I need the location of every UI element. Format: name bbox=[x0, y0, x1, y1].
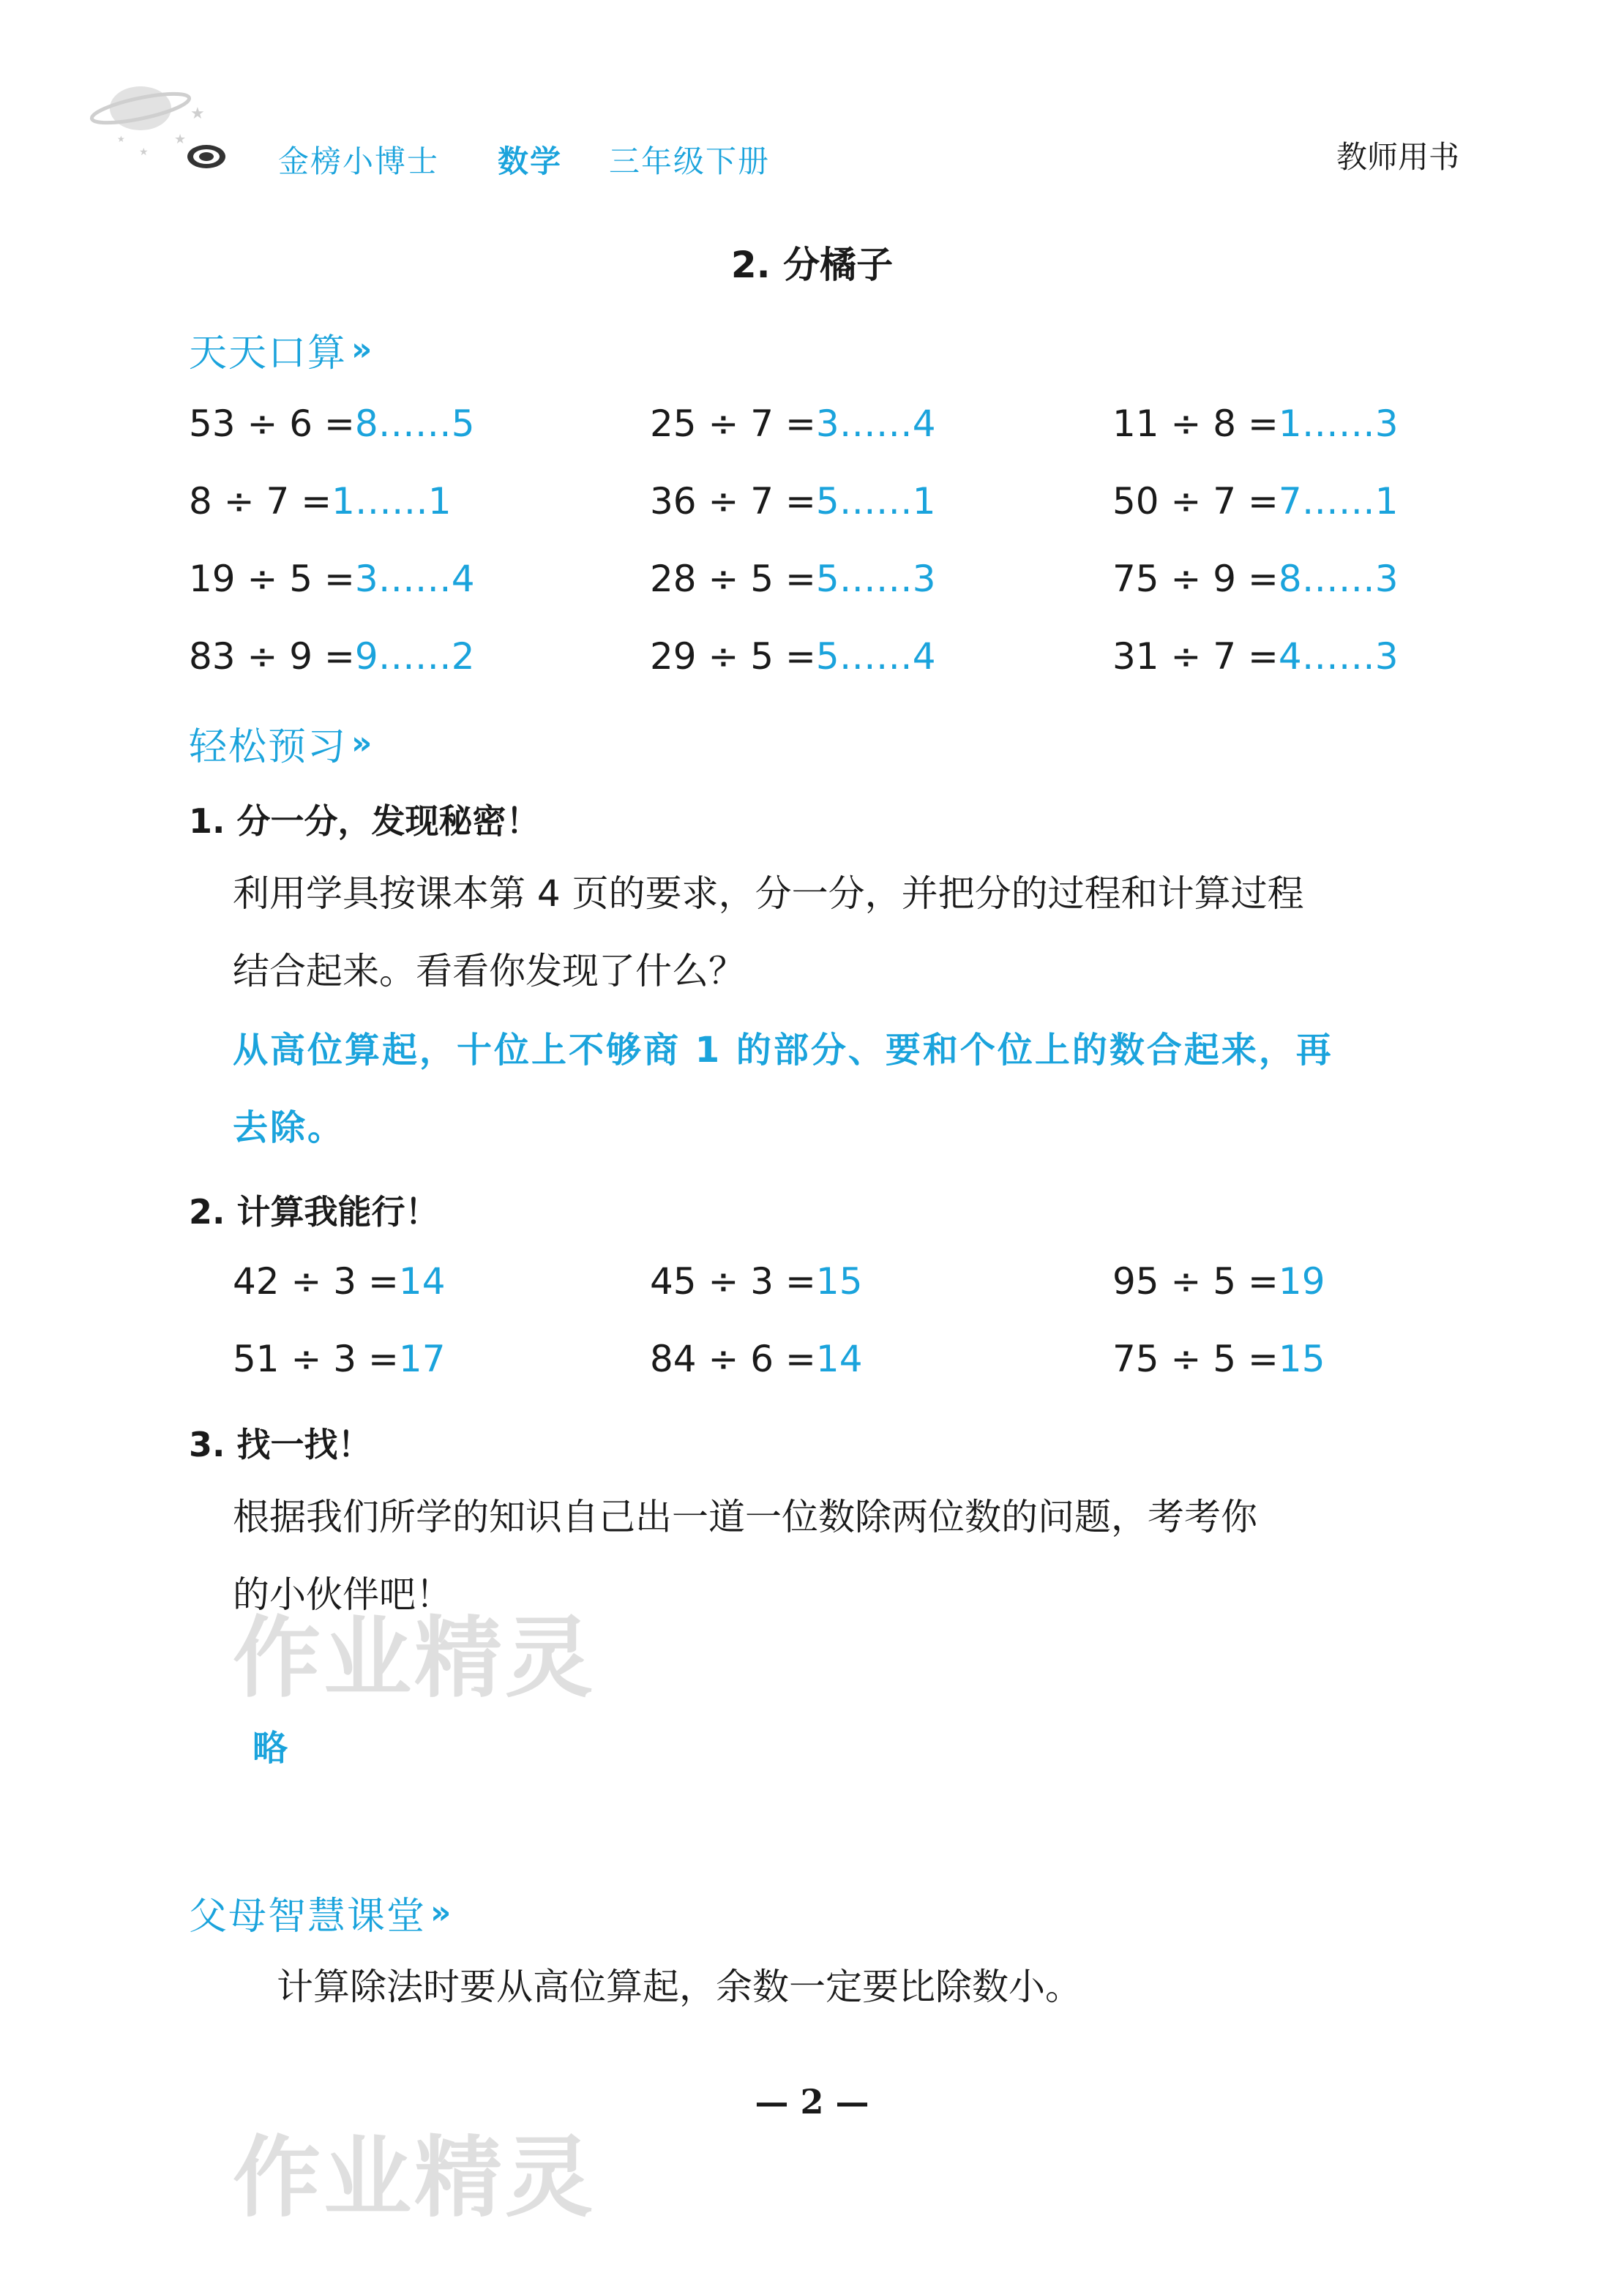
equation: 25 ÷ 7 =3……4 bbox=[650, 402, 936, 445]
equation: 28 ÷ 5 =5……3 bbox=[650, 558, 936, 600]
series-name: 金榜小博士 bbox=[278, 143, 440, 179]
equation: 75 ÷ 9 =8……3 bbox=[1112, 558, 1399, 600]
equation: 50 ÷ 7 =7……1 bbox=[1112, 480, 1399, 523]
subject-label: 数学 bbox=[498, 143, 563, 179]
page-number: — 2 — bbox=[755, 2082, 869, 2122]
section-mental-math bbox=[189, 322, 364, 377]
section-title: 天天口算 bbox=[189, 332, 348, 375]
section-parents bbox=[189, 1885, 444, 1940]
equation: 36 ÷ 7 =5……1 bbox=[650, 480, 936, 523]
equation: 51 ÷ 3 =17 bbox=[233, 1338, 446, 1380]
equation: 29 ÷ 5 =5……4 bbox=[650, 635, 936, 678]
question-1-heading: 1. 分一分，发现秘密！ bbox=[189, 801, 540, 841]
equation: 75 ÷ 5 =15 bbox=[1112, 1338, 1325, 1380]
question-3-text: 的小伙伴吧！ bbox=[233, 1573, 452, 1616]
svg-text:★: ★ bbox=[139, 146, 149, 158]
equation: 53 ÷ 6 =8……5 bbox=[189, 402, 475, 445]
equation: 11 ÷ 8 =1……3 bbox=[1112, 402, 1399, 445]
question-1-text: 利用学具按课本第 4 页的要求，分一分，并把分的过程和计算过程 bbox=[233, 872, 1304, 915]
planet-logo-icon bbox=[88, 73, 234, 176]
teacher-book-label: 教师用书 bbox=[1336, 139, 1459, 175]
section-title: 轻松预习 bbox=[189, 725, 348, 769]
equation: 31 ÷ 7 =4……3 bbox=[1112, 635, 1399, 678]
parents-text: 计算除法时要从高位算起，余数一定要比除数小。 bbox=[277, 1966, 1082, 2008]
watermark: 作业精灵 bbox=[233, 1608, 596, 1710]
chevron-right-icon: » bbox=[351, 724, 365, 762]
question-3-answer: 略 bbox=[252, 1728, 291, 1769]
svg-text:★: ★ bbox=[190, 105, 205, 123]
chevron-right-icon: » bbox=[430, 1894, 444, 1931]
question-1-answer: 去除。 bbox=[233, 1107, 345, 1148]
equation: 8 ÷ 7 =1……1 bbox=[189, 480, 452, 523]
equation: 84 ÷ 6 =14 bbox=[650, 1338, 863, 1380]
section-preview bbox=[189, 716, 364, 771]
equation: 42 ÷ 3 =14 bbox=[233, 1260, 446, 1303]
question-3-text: 根据我们所学的知识自己出一道一位数除两位数的问题，考考你 bbox=[233, 1496, 1257, 1538]
grade-label: 三年级下册 bbox=[609, 143, 771, 179]
watermark: 作业精灵 bbox=[233, 2127, 596, 2229]
equation: 45 ÷ 3 =15 bbox=[650, 1260, 863, 1303]
question-2-heading: 2. 计算我能行！ bbox=[189, 1192, 439, 1232]
question-1-answer: 从高位算起，十位上不够商 1 的部分、要和个位上的数合起来，再 bbox=[233, 1030, 1333, 1071]
chevron-right-icon: » bbox=[351, 331, 365, 368]
svg-text:★: ★ bbox=[117, 134, 125, 144]
equation: 95 ÷ 5 =19 bbox=[1112, 1260, 1325, 1303]
section-title: 父母智慧课堂 bbox=[189, 1895, 427, 1939]
equation: 19 ÷ 5 =3……4 bbox=[189, 558, 475, 600]
question-1-text: 结合起来。看看你发现了什么？ bbox=[233, 950, 745, 992]
equation: 83 ÷ 9 =9……2 bbox=[189, 635, 475, 678]
question-3-heading: 3. 找一找！ bbox=[189, 1425, 372, 1464]
svg-text:★: ★ bbox=[174, 132, 187, 147]
page-title: 2. 分橘子 bbox=[730, 244, 894, 286]
